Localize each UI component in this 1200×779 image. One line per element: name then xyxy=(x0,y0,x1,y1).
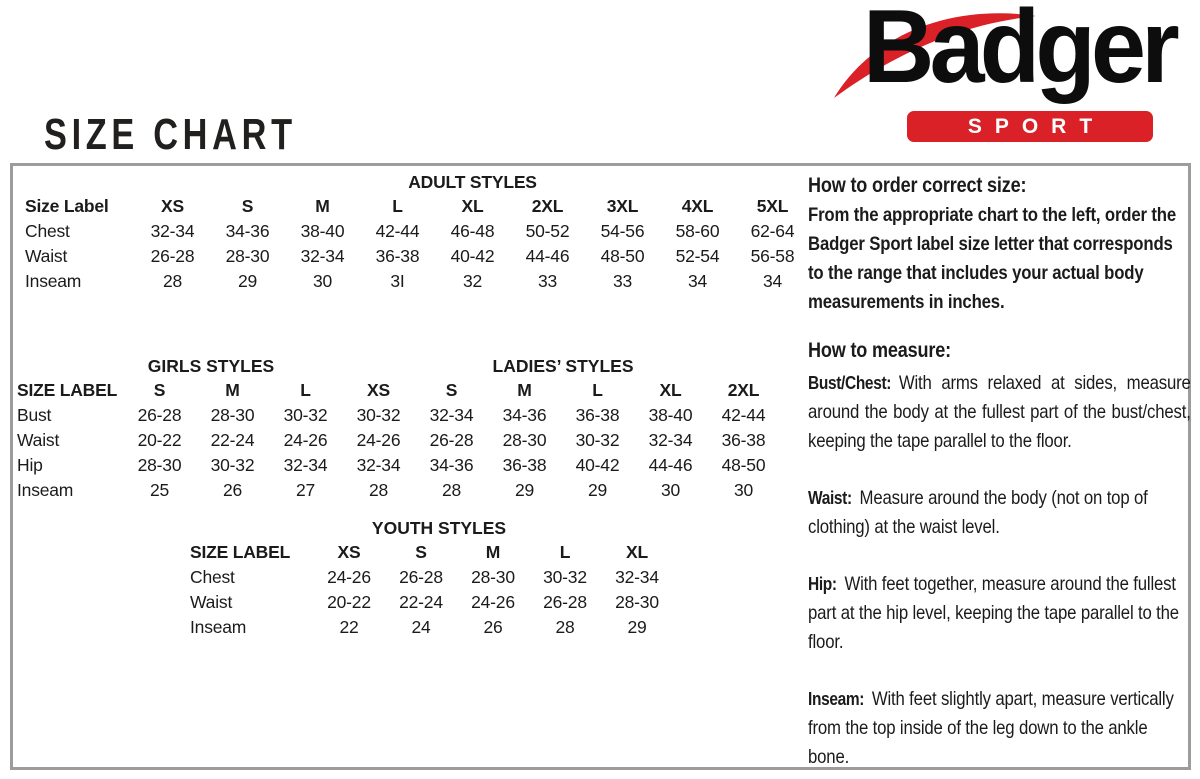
cell: 34 xyxy=(762,271,783,291)
cell: 26-28 xyxy=(429,430,474,450)
adult-inseam-label: Inseam xyxy=(25,271,82,291)
cell: 22-24 xyxy=(399,592,443,612)
inseam-label: Inseam xyxy=(17,480,74,500)
youth-styles-title: YOUTH STYLES xyxy=(371,518,507,538)
cell: 30-32 xyxy=(575,430,620,450)
page-title: SIZE CHART xyxy=(44,110,297,159)
logo-wordmark: Badger xyxy=(863,0,1175,105)
cell: 34 xyxy=(687,271,708,291)
youth-header-row xyxy=(188,540,673,565)
cell: 30-32 xyxy=(210,455,255,475)
table-row xyxy=(188,565,673,590)
cell: 48-50 xyxy=(721,455,766,475)
cell: 34-36 xyxy=(429,455,474,475)
youth-inseam-label: Inseam xyxy=(190,617,247,637)
cell: 38-40 xyxy=(300,221,345,241)
cell: 33 xyxy=(612,271,633,291)
cell: 38-40 xyxy=(648,405,693,425)
measure-heading: How to measure: xyxy=(808,339,951,362)
table-row xyxy=(188,590,673,615)
adult-styles-table xyxy=(23,172,810,294)
size-chart-panel xyxy=(10,163,1191,770)
adult-col: S xyxy=(241,196,254,216)
cell: 44-46 xyxy=(525,246,570,266)
adult-waist-label: Waist xyxy=(25,246,68,266)
measure-inseam xyxy=(808,685,1191,772)
youth-waist-label: Waist xyxy=(190,592,233,612)
cell: 34-36 xyxy=(225,221,270,241)
youth-styles-table xyxy=(188,518,673,640)
cell: 22-24 xyxy=(210,430,255,450)
measure-waist-text: Measure around the body (not on top of clothing) at the waist level. xyxy=(808,487,1148,538)
cell: 29 xyxy=(587,480,608,500)
cell: 29 xyxy=(514,480,535,500)
cell: 25 xyxy=(149,480,170,500)
cell: 3I xyxy=(390,271,405,291)
cell: 27 xyxy=(295,480,316,500)
cell: 26 xyxy=(483,617,503,637)
cell: 29 xyxy=(237,271,258,291)
adult-col: M xyxy=(315,196,330,216)
adult-header-row xyxy=(23,194,810,219)
cell: 30-32 xyxy=(543,567,587,587)
cell: 28 xyxy=(162,271,183,291)
measure-hip-label: Hip: xyxy=(808,574,837,594)
table-row xyxy=(15,453,780,478)
table-row xyxy=(15,428,780,453)
cell: 52-54 xyxy=(675,246,720,266)
girls-ladies-col: XL xyxy=(659,380,682,400)
adult-chest-label: Chest xyxy=(25,221,70,241)
youth-col: L xyxy=(559,542,571,562)
adult-col: 2XL xyxy=(531,196,564,216)
cell: 24 xyxy=(411,617,431,637)
measure-bust-chest-label: Bust/Chest: xyxy=(808,373,892,393)
cell: 40-42 xyxy=(450,246,495,266)
cell: 28-30 xyxy=(615,592,659,612)
measure-inseam-label: Inseam: xyxy=(808,689,865,709)
cell: 32-34 xyxy=(356,455,401,475)
cell: 40-42 xyxy=(575,455,620,475)
youth-col: M xyxy=(485,542,501,562)
cell: 28 xyxy=(441,480,462,500)
measure-hip-text: With feet together, measure around the fullest part at the hip level, keeping the tape parallel to the floor. xyxy=(808,573,1179,653)
cell: 36-38 xyxy=(375,246,420,266)
girls-ladies-col: S xyxy=(445,380,458,400)
youth-col: XL xyxy=(626,542,648,562)
girls-ladies-styles-table xyxy=(15,356,780,503)
cell: 24-26 xyxy=(471,592,515,612)
adult-col: XS xyxy=(161,196,184,216)
cell: 28-30 xyxy=(137,455,182,475)
adult-col: 4XL xyxy=(681,196,714,216)
cell: 30 xyxy=(733,480,754,500)
girls-ladies-col: L xyxy=(592,380,603,400)
cell: 26 xyxy=(222,480,243,500)
cell: 26-28 xyxy=(137,405,182,425)
cell: 32-34 xyxy=(615,567,659,587)
order-heading: How to order correct size: xyxy=(808,174,1027,197)
cell: 20-22 xyxy=(327,592,371,612)
adult-styles-title: ADULT STYLES xyxy=(408,172,537,192)
cell: 32-34 xyxy=(283,455,328,475)
measure-hip xyxy=(808,570,1191,657)
table-row xyxy=(15,478,780,503)
instructions-panel xyxy=(808,172,1191,772)
bust-label: Bust xyxy=(17,405,52,425)
cell: 32-34 xyxy=(150,221,195,241)
adult-col: 3XL xyxy=(606,196,639,216)
cell: 30-32 xyxy=(283,405,328,425)
cell: 54-56 xyxy=(600,221,645,241)
cell: 26-28 xyxy=(399,567,443,587)
girls-ladies-col: XS xyxy=(367,380,390,400)
table-row xyxy=(23,244,810,269)
cell: 30-32 xyxy=(356,405,401,425)
cell: 28-30 xyxy=(225,246,270,266)
cell: 30 xyxy=(660,480,681,500)
girls-ladies-row-header: SIZE LABEL xyxy=(17,380,118,400)
cell: 26-28 xyxy=(543,592,587,612)
cell: 36-38 xyxy=(502,455,547,475)
logo-sport-text: SPORT xyxy=(967,115,1106,138)
adult-col: 5XL xyxy=(756,196,789,216)
table-row xyxy=(15,403,780,428)
ladies-styles-title: LADIES’ STYLES xyxy=(492,356,634,376)
cell: 32-34 xyxy=(429,405,474,425)
cell: 44-46 xyxy=(648,455,693,475)
cell: 26-28 xyxy=(150,246,195,266)
adult-row-header: Size Label xyxy=(25,196,109,216)
measure-inseam-text: With feet slightly apart, measure vertically from the top inside of the leg down to the ankle bone. xyxy=(808,688,1174,768)
cell: 28-30 xyxy=(210,405,255,425)
youth-row-header: SIZE LABEL xyxy=(190,542,291,562)
girls-ladies-col: M xyxy=(225,380,240,400)
cell: 30 xyxy=(312,271,333,291)
cell: 22 xyxy=(339,617,359,637)
girls-ladies-col: 2XL xyxy=(727,380,760,400)
adult-col: L xyxy=(392,196,403,216)
cell: 42-44 xyxy=(375,221,420,241)
youth-col: XS xyxy=(337,542,361,562)
cell: 32-34 xyxy=(300,246,345,266)
cell: 50-52 xyxy=(525,221,570,241)
table-row xyxy=(23,269,810,294)
cell: 36-38 xyxy=(575,405,620,425)
cell: 33 xyxy=(537,271,558,291)
cell: 24-26 xyxy=(283,430,328,450)
adult-col: XL xyxy=(461,196,484,216)
hip-label: Hip xyxy=(17,455,43,475)
table-row xyxy=(188,615,673,640)
table-row xyxy=(23,219,810,244)
cell: 56-58 xyxy=(750,246,795,266)
cell: 28 xyxy=(368,480,389,500)
youth-col: S xyxy=(415,542,427,562)
cell: 28-30 xyxy=(471,567,515,587)
order-text: From the appropriate chart to the left, order the Badger Sport label size letter that corresponds to the range that includes your actual body measurements in inches. xyxy=(808,204,1177,313)
girls-ladies-col: M xyxy=(517,380,532,400)
cell: 20-22 xyxy=(137,430,182,450)
cell: 32 xyxy=(462,271,483,291)
waist-label: Waist xyxy=(17,430,60,450)
cell: 62-64 xyxy=(750,221,795,241)
cell: 28-30 xyxy=(502,430,547,450)
girls-ladies-header-row xyxy=(15,378,780,403)
girls-styles-title: GIRLS STYLES xyxy=(147,356,275,376)
logo-sport-badge xyxy=(904,108,1156,145)
cell: 42-44 xyxy=(721,405,766,425)
cell: 28 xyxy=(555,617,575,637)
girls-ladies-col: S xyxy=(153,380,166,400)
girls-ladies-col: L xyxy=(300,380,311,400)
cell: 46-48 xyxy=(450,221,495,241)
measure-waist-label: Waist: xyxy=(808,488,852,508)
cell: 24-26 xyxy=(327,567,371,587)
measure-bust-chest xyxy=(808,369,1191,456)
cell: 36-38 xyxy=(721,430,766,450)
measure-bust-chest-text: With arms relaxed at sides, measure around the body at the fullest part of the bust/chest, keeping the tape parallel to the floor. xyxy=(808,372,1191,452)
cell: 34-36 xyxy=(502,405,547,425)
cell: 32-34 xyxy=(648,430,693,450)
cell: 29 xyxy=(627,617,647,637)
cell: 58-60 xyxy=(675,221,720,241)
measure-waist xyxy=(808,484,1191,542)
youth-chest-label: Chest xyxy=(190,567,235,587)
cell: 24-26 xyxy=(356,430,401,450)
cell: 48-50 xyxy=(600,246,645,266)
badger-sport-logo xyxy=(855,0,1195,156)
